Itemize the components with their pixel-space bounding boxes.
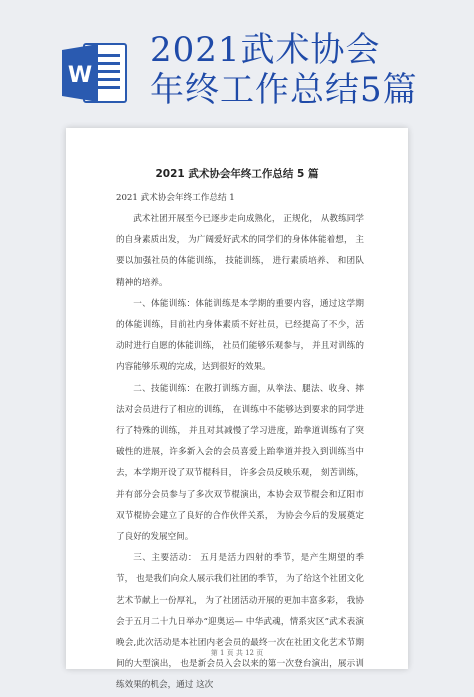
- section-subtitle: 2021 武术协会年终工作总结 1: [116, 193, 235, 203]
- document-page: [66, 128, 408, 691]
- word-icon-letter: W: [67, 63, 93, 88]
- banner: [0, 0, 474, 120]
- page-number: 第 1 页 共 12 页: [210, 649, 264, 657]
- paragraph: 三、主要活动： 五月是活力四射的季节，是产生期望的季节， 也是我们向众人展示我们社团的季节， 为了给这个社团文化艺术节献上一份厚礼， 为了社团活动开展的更加丰富多彩， 我协会于五月二十九日举办“迎奥运— 中华武魂，情系灾区”武术表演晚会,此次活动是本社团内老会员的最终一次在社团文化艺术节期间的大型演出， 也是新会员入会以来的第一次登台演出，展示训练效果的机会，通过 这次: [116, 553, 364, 691]
- paragraph: 一、体能训练：体能训练是本学期的重要内容，通过这学期的体能训练，目前社内身体素质不好社员，已经提高了不少，活动时进行自愿的体能训练， 社员们能够乐观参与， 并且对训练的内容能够乐观的完成，达到很好的效果。: [116, 298, 364, 373]
- paragraph-list: [116, 209, 364, 697]
- banner-title: [150, 30, 418, 110]
- paragraph: 二、技能训练：在散打训练方面，从拳法、腿法、收身、摔法对会员进行了相应的训练， 在训练中不能够达到要求的同学进行了特殊的训练， 并且对其减慢了学习进度，跆拳道训练有了突破性的进展，许多新入会的会员喜爱上跆拳道并投入到训练当中去，本学期开设了双节棍科目， 许多会员反映乐观， 刻苦训练，并有部分会员参与了多次双节棍演出，本协会双节棍会和辽阳市双节棍协会建立了良好的合作伙伴关系， 为协会今后的发展奠定了良好的发展空间。: [116, 383, 364, 543]
- document-content: [116, 188, 364, 697]
- paragraph: 武术社团开展至今已逐步走向成熟化， 正规化， 从教练同学的自身素质出发， 为广阔爱好武术的同学们的身体体能着想， 主要以加强社员的体能训练， 技能训练， 进行素质培养、 和团队精神的培养。: [116, 214, 364, 288]
- banner-title-line-1: 2021武术协会: [150, 30, 381, 70]
- word-document-icon: [62, 40, 128, 106]
- document-title: 2021 武术协会年终工作总结 5 篇: [155, 168, 319, 180]
- banner-title-line-2: 年终工作总结5篇: [150, 70, 418, 110]
